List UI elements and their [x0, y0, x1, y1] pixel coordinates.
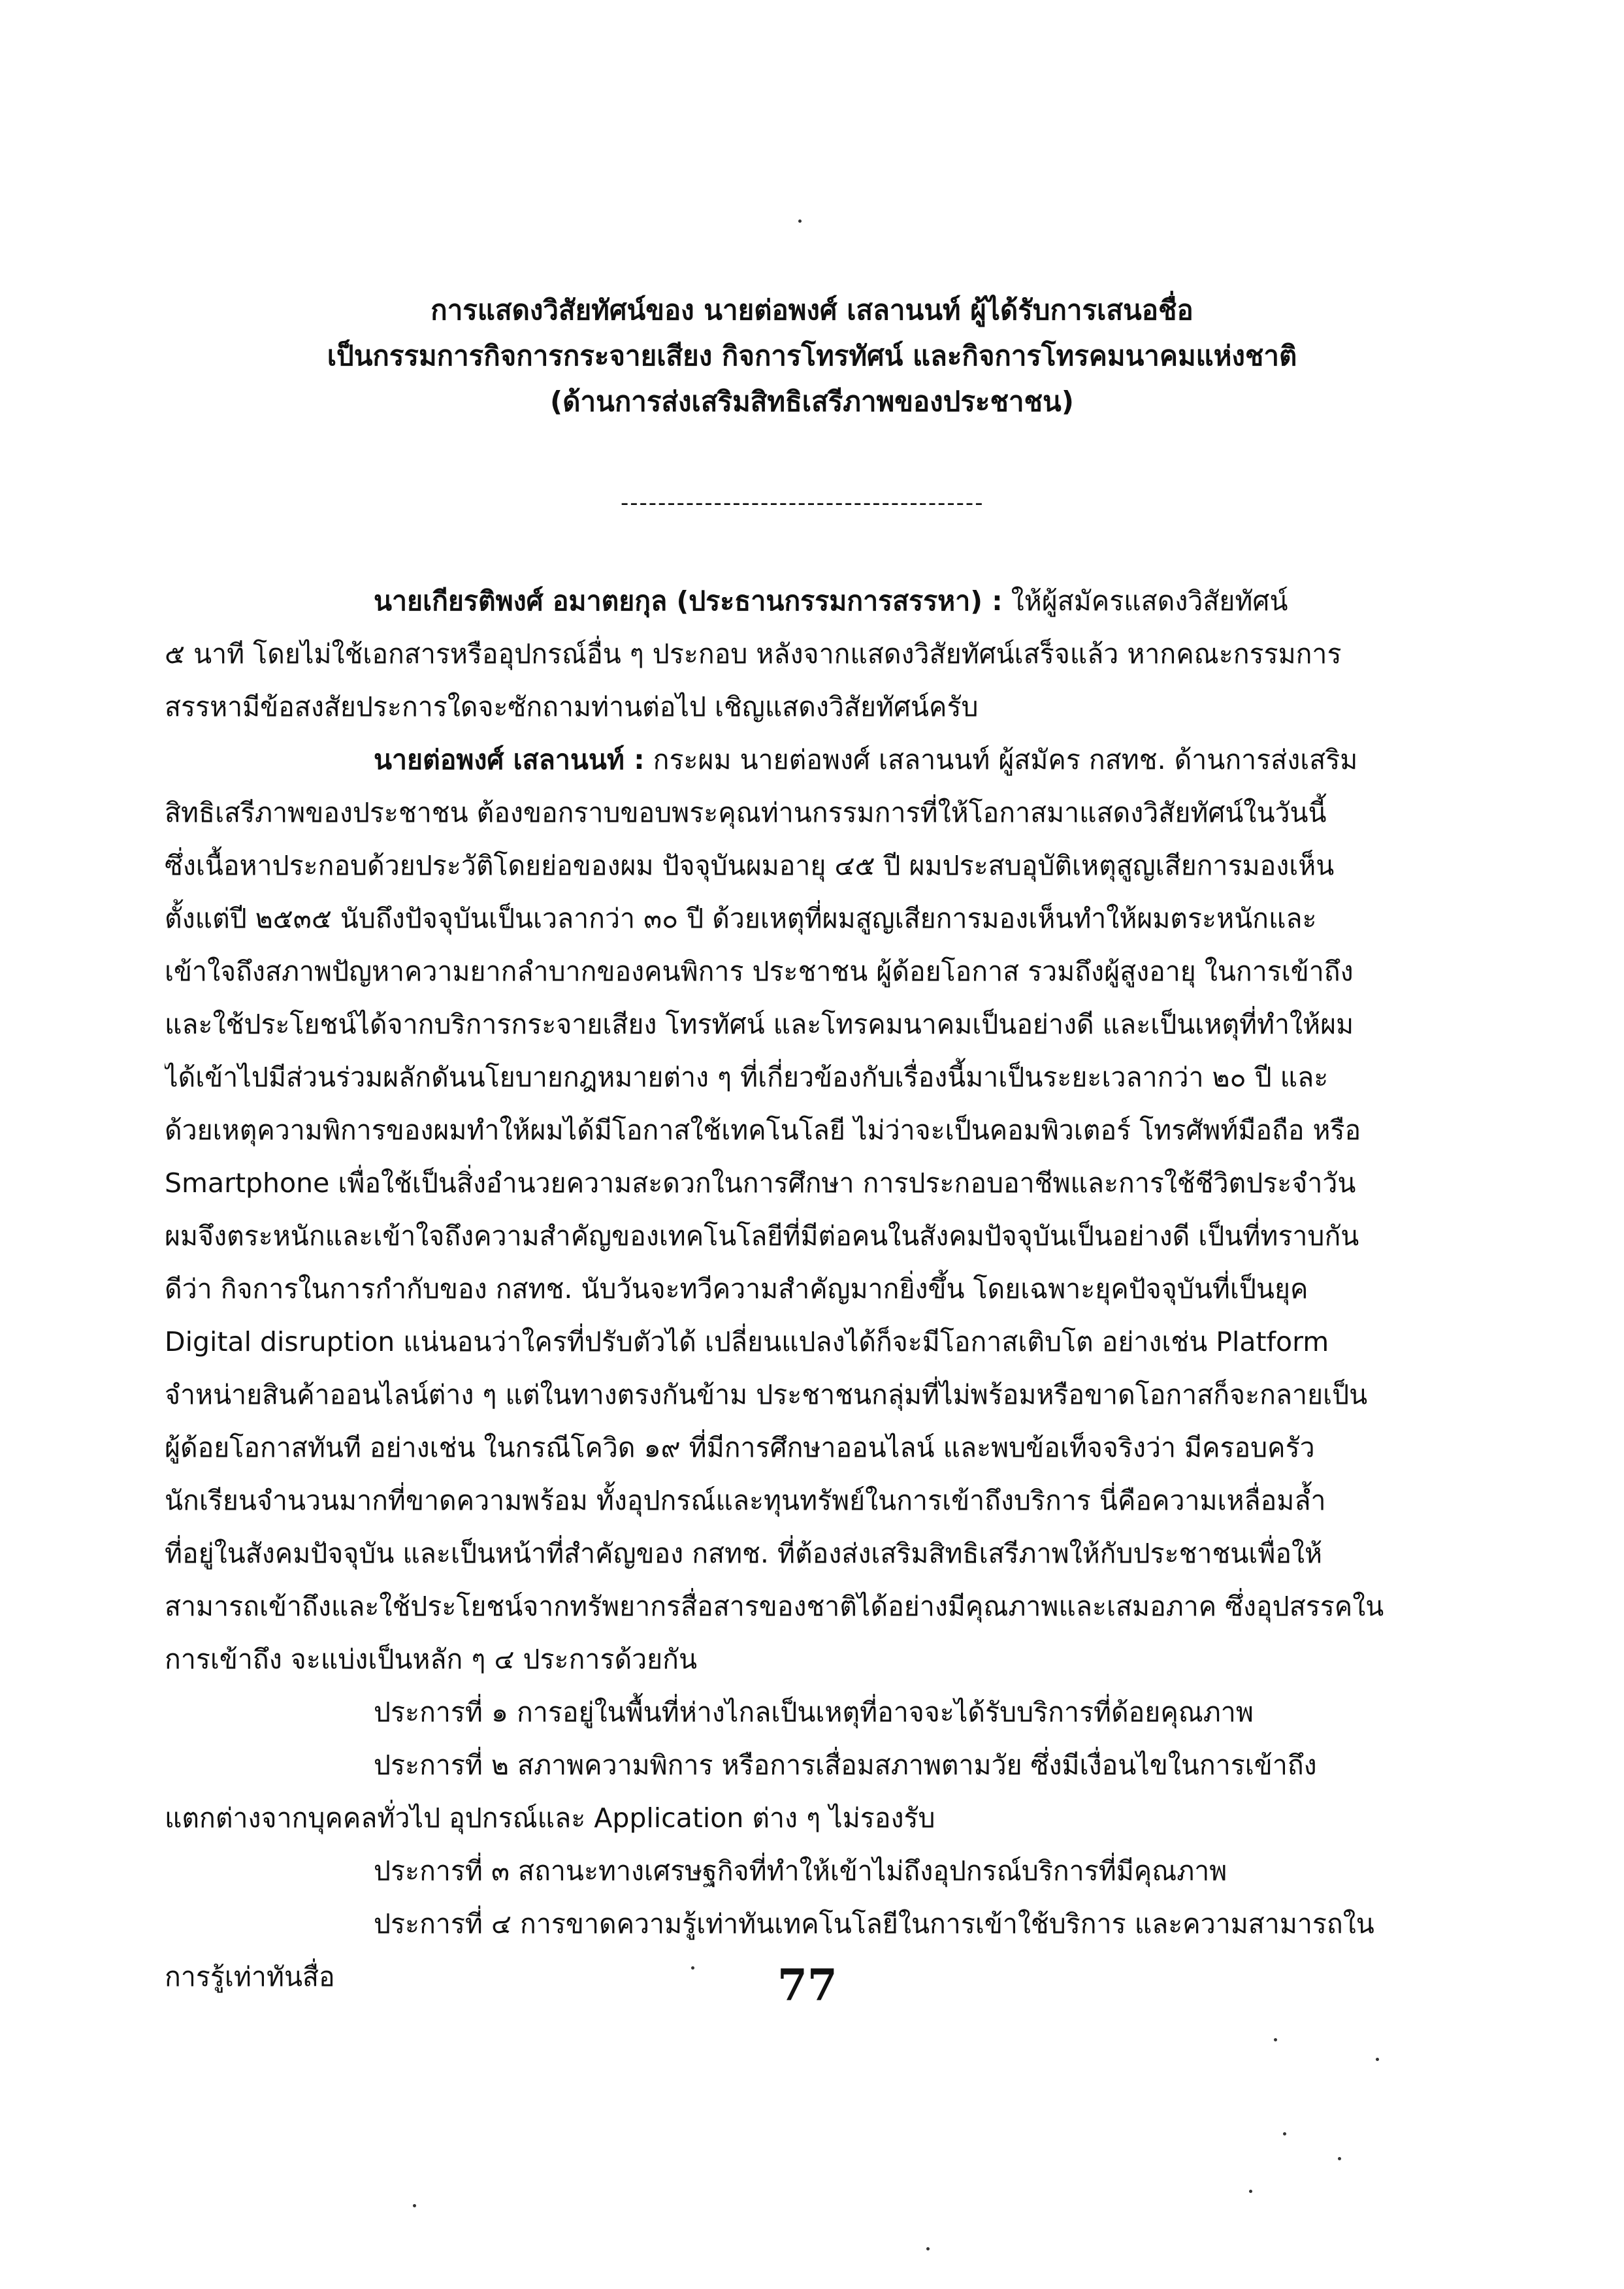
paragraph-1-text: ให้ผู้สมัครแสดงวิสัยทัศน์: [1002, 585, 1288, 617]
paragraph-1-line-2: ๕ นาที โดยไม่ใช้เอกสารหรืออุปกรณ์อื่น ๆ ประกอบ หลังจากแสดงวิสัยทัศน์เสร็จแล้ว หากคณะกรรมการ: [165, 638, 1342, 670]
paragraph-2-line: ได้เข้าไปมีส่วนร่วมผลักดันนโยบายกฎหมายต่าง ๆ ที่เกี่ยวข้องกับเรื่องนี้มาเป็นระยะเวลากว่า ๒๐ ปี และ: [165, 1062, 1329, 1093]
scan-speck: [1338, 2157, 1341, 2160]
obstacle-item-2-continued: แตกต่างจากบุคคลทั่วไป อุปกรณ์และ Application ต่าง ๆ ไม่รองรับ: [165, 1802, 935, 1834]
paragraph-2-line: ซึ่งเนื้อหาประกอบด้วยประวัติโดยย่อของผม ปัจจุบันผมอายุ ๔๕ ปี ผมประสบอุบัติเหตุสูญเสียการมองเห็น: [165, 850, 1335, 881]
scan-speck: [691, 1966, 694, 1970]
paragraph-2-line: และใช้ประโยชน์ได้จากบริการกระจายเสียง โทรทัศน์ และโทรคมนาคมเป็นอย่างดี และเป็นเหตุที่ทำให้ผม: [165, 1009, 1354, 1040]
paragraph-2-line: ผู้ด้อยโอกาสทันที อย่างเช่น ในกรณีโควิด ๑๙ ที่มีการศึกษาออนไลน์ และพบข้อเท็จจริงว่า มีครอบครัว: [165, 1432, 1315, 1463]
paragraph-2-line: ดีว่า กิจการในการกำกับของ กสทช. นับวันจะทวีความสำคัญมากยิ่งขึ้น โดยเฉพาะยุคปัจจุบันที่เป็นยุค: [165, 1273, 1308, 1305]
speaker-chairman: นายเกียรติพงศ์ อมาตยกุล (ประธานกรรมการสรรหา) :: [374, 585, 1003, 617]
obstacle-item-2: ประการที่ ๒ สภาพความพิการ หรือการเสื่อมสภาพตามวัย ซึ่งมีเงื่อนไขในการเข้าถึง: [374, 1749, 1317, 1781]
page-number: 77: [777, 1960, 837, 2011]
paragraph-2-line: ที่อยู่ในสังคมปัจจุบัน และเป็นหน้าที่สำคัญของ กสทช. ที่ต้องส่งเสริมสิทธิเสรีภาพให้กับประชาชนเพื่อให้: [165, 1538, 1323, 1569]
paragraph-2-text: กระผม นายต่อพงศ์ เสลานนท์ ผู้สมัคร กสทช. ด้านการส่งเสริม: [644, 744, 1358, 775]
obstacle-item-4: ประการที่ ๔ การขาดความรู้เท่าทันเทคโนโลยีในการเข้าใช้บริการ และความสามารถใน: [374, 1908, 1374, 1940]
paragraph-2-line: ผมจึงตระหนักและเข้าใจถึงความสำคัญของเทคโนโลยีที่มีต่อคนในสังคมปัจจุบันเป็นอย่างดี เป็นที่ทราบกัน: [165, 1220, 1359, 1252]
paragraph-2-line: จำหน่ายสินค้าออนไลน์ต่าง ๆ แต่ในทางตรงกันข้าม ประชาชนกลุ่มที่ไม่พร้อมหรือขาดโอกาสก็จะกลายเป็น: [165, 1379, 1368, 1410]
paragraph-2-line: ตั้งแต่ปี ๒๕๓๕ นับถึงปัจจุบันเป็นเวลากว่า ๓๐ ปี ด้วยเหตุที่ผมสูญเสียการมองเห็นทำให้ผมตระหนักและ: [165, 903, 1317, 934]
obstacle-item-3: ประการที่ ๓ สถานะทางเศรษฐกิจที่ทำให้เข้าไม่ถึงอุปกรณ์บริการที่มีคุณภาพ: [374, 1855, 1227, 1887]
title-divider: ---------------------------------------: [621, 490, 984, 516]
paragraph-1-line-3: สรรหามีข้อสงสัยประการใดจะซักถามท่านต่อไป เชิญแสดงวิสัยทัศน์ครับ: [165, 691, 979, 722]
scan-speck: [1283, 2132, 1286, 2135]
speaker-candidate: นายต่อพงศ์ เสลานนท์ :: [374, 744, 645, 775]
paragraph-1-line-1: [165, 575, 1462, 628]
paragraph-2-line: เข้าใจถึงสภาพปัญหาความยากลำบากของคนพิการ ประชาชน ผู้ด้อยโอกาส รวมถึงผู้สูงอายุ ในการเข้าถึง: [165, 956, 1354, 987]
paragraph-2-line: สามารถเข้าถึงและใช้ประโยชน์จากทรัพยากรสื่อสารของชาติได้อย่างมีคุณภาพและเสมอภาค ซึ่งอุปสรรคใน: [165, 1591, 1384, 1622]
paragraph-2-line: Smartphone เพื่อใช้เป็นสิ่งอำนวยความสะดวกในการศึกษา การประกอบอาชีพและการใช้ชีวิตประจำวัน: [165, 1167, 1356, 1199]
document-body: [165, 575, 1462, 2004]
document-title: [131, 287, 1493, 425]
title-line-1: การแสดงวิสัยทัศน์ของ นายต่อพงศ์ เสลานนท์ ผู้ได้รับการเสนอชื่อ: [430, 294, 1194, 326]
title-line-3: (ด้านการส่งเสริมสิทธิเสรีภาพของประชาชน): [550, 385, 1074, 417]
obstacle-item-4-continued: การรู้เท่าทันสื่อ: [165, 1961, 335, 1992]
paragraph-2-line: Digital disruption แน่นอนว่าใครที่ปรับตัวได้ เปลี่ยนแปลงได้ก็จะมีโอกาสเติบโต อย่างเช่น Platform: [165, 1326, 1329, 1357]
scan-speck: [926, 2247, 930, 2250]
paragraph-2-line-1: [165, 734, 1462, 787]
paragraph-2-line: สิทธิเสรีภาพของประชาชน ต้องขอกราบขอบพระคุณท่านกรรมการที่ให้โอกาสมาแสดงวิสัยทัศน์ในวันนี้: [165, 797, 1327, 828]
scan-speck: [798, 219, 802, 223]
scan-speck: [1376, 2058, 1379, 2061]
scan-speck: [413, 2204, 416, 2207]
paragraph-2-line: นักเรียนจำนวนมากที่ขาดความพร้อม ทั้งอุปกรณ์และทุนทรัพย์ในการเข้าถึงบริการ นี่คือความเหลื่อมล้ำ: [165, 1485, 1326, 1516]
paragraph-2-line: ด้วยเหตุความพิการของผมทำให้ผมได้มีโอกาสใช้เทคโนโลยี ไม่ว่าจะเป็นคอมพิวเตอร์ โทรศัพท์มือถือ หรือ: [165, 1114, 1361, 1146]
title-line-2: เป็นกรรมการกิจการกระจายเสียง กิจการโทรทัศน์ และกิจการโทรคมนาคมแห่งชาติ: [327, 340, 1297, 372]
scan-speck: [1249, 2190, 1252, 2193]
scan-speck: [1274, 2038, 1277, 2041]
paragraph-2-line: การเข้าถึง จะแบ่งเป็นหลัก ๆ ๔ ประการด้วยกัน: [165, 1644, 697, 1675]
obstacle-item-1: ประการที่ ๑ การอยู่ในพื้นที่ห่างไกลเป็นเหตุที่อาจจะได้รับบริการที่ด้อยคุณภาพ: [374, 1696, 1254, 1728]
